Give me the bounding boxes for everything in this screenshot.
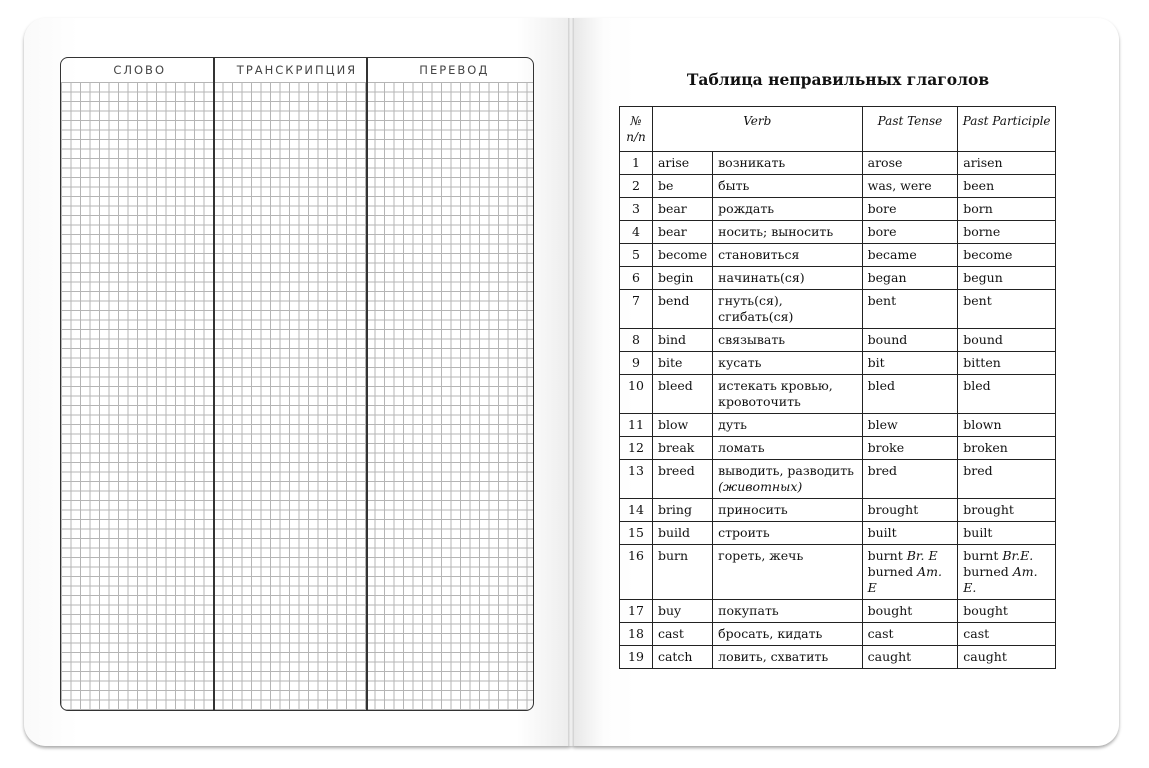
- past-tense: [862, 198, 958, 221]
- book-spine: [568, 18, 574, 746]
- verb-infinitive: [652, 329, 712, 352]
- past-tense: [862, 329, 958, 352]
- verb-translation: [713, 152, 862, 175]
- past-participle: [958, 198, 1056, 221]
- past-participle: [958, 290, 1056, 329]
- past-tense: [862, 290, 958, 329]
- row-number-text: 9: [632, 355, 640, 370]
- past-participle-text: cast: [963, 626, 990, 641]
- past-participle-text: become: [963, 247, 1013, 262]
- past-tense-text: became: [867, 247, 917, 262]
- verb-infinitive: [652, 221, 712, 244]
- verb-infinitive-text: burn: [657, 548, 689, 563]
- verb-translation-text: дуть: [718, 417, 747, 432]
- row-number-text: 1: [632, 155, 640, 170]
- verb-infinitive: [652, 414, 712, 437]
- table-body: [620, 152, 1056, 669]
- verb-infinitive: [652, 175, 712, 198]
- table-row: [620, 175, 1056, 198]
- verb-translation: [713, 646, 862, 669]
- dialect-tag: Br. E: [906, 548, 938, 563]
- table-row: [620, 499, 1056, 522]
- past-tense-text: arose: [867, 155, 903, 170]
- verb-infinitive: [652, 290, 712, 329]
- past-participle-text: borne: [963, 224, 1001, 239]
- verb-infinitive-text: cast: [657, 626, 684, 641]
- table-header-row: [620, 107, 1056, 152]
- verb-translation-text: выводить, разводить: [718, 463, 854, 478]
- row-number-text: 7: [632, 293, 640, 308]
- row-number-text: 11: [628, 417, 644, 432]
- past-tense-text: broke: [867, 440, 905, 455]
- row-number: [620, 352, 653, 375]
- verb-translation-text: начинать(ся): [718, 270, 805, 285]
- verb-infinitive-text: break: [657, 440, 695, 455]
- row-number-text: 15: [628, 525, 644, 540]
- verb-infinitive-text: bring: [657, 502, 692, 517]
- table-row: [620, 244, 1056, 267]
- verb-infinitive: [652, 244, 712, 267]
- row-number-text: 5: [632, 247, 640, 262]
- past-participle-text: bent: [963, 293, 992, 308]
- verb-translation: [713, 221, 862, 244]
- variant-text: burnt: [963, 548, 999, 563]
- row-number-text: 8: [632, 332, 640, 347]
- past-participle-text: bound: [963, 332, 1003, 347]
- verb-translation: [713, 375, 862, 414]
- row-number: [620, 522, 653, 545]
- verb-infinitive: [652, 375, 712, 414]
- verb-translation: [713, 623, 862, 646]
- row-number-text: 12: [628, 440, 644, 455]
- verb-translation-text: гореть, жечь: [718, 548, 804, 563]
- header-past-tense: Past Tense: [862, 107, 958, 152]
- column-translation: ПЕРЕВОД: [419, 63, 490, 77]
- verb-translation-text: гнуть(ся), сгибать(ся): [718, 293, 794, 324]
- header-past-participle: Past Participle: [958, 107, 1056, 152]
- dialect-tag: Am. E.: [963, 564, 1038, 595]
- past-tense: [862, 221, 958, 244]
- past-participle: [958, 352, 1056, 375]
- past-tense-text: caught: [867, 649, 912, 664]
- table-row: [620, 198, 1056, 221]
- verb-infinitive-text: be: [657, 178, 674, 193]
- past-participle-text: caught: [963, 649, 1007, 664]
- table-row: [620, 267, 1056, 290]
- variant-text: burned: [963, 564, 1009, 579]
- past-tense-text: built: [867, 525, 897, 540]
- verb-translation-text: связывать: [718, 332, 786, 347]
- past-participle: [958, 499, 1056, 522]
- past-participle-text: bought: [963, 603, 1008, 618]
- row-number: [620, 198, 653, 221]
- past-tense: [862, 623, 958, 646]
- table-row: [620, 545, 1056, 600]
- row-number: [620, 460, 653, 499]
- past-participle: [958, 375, 1056, 414]
- table-row: [620, 152, 1056, 175]
- verb-translation: [713, 460, 862, 499]
- past-participle-text: blown: [963, 417, 1002, 432]
- vocabulary-grid: [60, 57, 534, 711]
- row-number-text: 10: [628, 378, 644, 393]
- verb-translation-text: кусать: [718, 355, 762, 370]
- verb-translation-text: ловить, схватить: [718, 649, 829, 664]
- past-tense-text: bore: [867, 224, 897, 239]
- verb-translation: [713, 352, 862, 375]
- verb-infinitive-text: arise: [657, 155, 690, 170]
- column-transcription: ТРАНСКРИПЦИЯ: [236, 63, 358, 77]
- past-participle-text: bitten: [963, 355, 1001, 370]
- past-tense: [862, 499, 958, 522]
- vocabulary-header: [61, 58, 533, 83]
- past-participle-text: brought: [963, 502, 1014, 517]
- row-number-text: 18: [628, 626, 644, 641]
- past-tense-text: bound: [867, 332, 908, 347]
- past-tense: [862, 460, 958, 499]
- past-tense-text: bought: [867, 603, 913, 618]
- row-number-text: 19: [628, 649, 644, 664]
- verb-infinitive: [652, 522, 712, 545]
- past-tense-text: bore: [867, 201, 897, 216]
- past-participle: [958, 522, 1056, 545]
- verb-translation: [713, 175, 862, 198]
- row-number: [620, 221, 653, 244]
- past-participle-text: been: [963, 178, 995, 193]
- past-participle: [958, 244, 1056, 267]
- verb-translation: [713, 267, 862, 290]
- column-word: СЛОВО: [113, 63, 166, 77]
- verb-infinitive-text: build: [657, 525, 691, 540]
- verb-translation-text: строить: [718, 525, 770, 540]
- verb-translation: [713, 414, 862, 437]
- variant-text: burnt: [867, 548, 903, 563]
- past-tense: [862, 244, 958, 267]
- verb-infinitive-text: become: [657, 247, 708, 262]
- past-participle: [958, 623, 1056, 646]
- verb-translation-text: становиться: [718, 247, 800, 262]
- verb-translation: [713, 437, 862, 460]
- table-row: [620, 460, 1056, 499]
- past-tense: [862, 267, 958, 290]
- row-number: [620, 152, 653, 175]
- verb-infinitive: [652, 152, 712, 175]
- row-number-text: 3: [632, 201, 640, 216]
- verb-infinitive-text: bear: [657, 201, 687, 216]
- verb-infinitive: [652, 600, 712, 623]
- row-number: [620, 600, 653, 623]
- row-number-text: 6: [632, 270, 640, 285]
- verb-translation-text: рождать: [718, 201, 775, 216]
- table-row: [620, 522, 1056, 545]
- row-number: [620, 414, 653, 437]
- table-row: [620, 414, 1056, 437]
- past-participle-text: broken: [963, 440, 1008, 455]
- verb-infinitive: [652, 646, 712, 669]
- past-participle-text: begun: [963, 270, 1003, 285]
- past-tense: [862, 152, 958, 175]
- past-participle-text: bled: [963, 378, 991, 393]
- verb-translation-text: носить; выносить: [718, 224, 834, 239]
- row-number-text: 2: [632, 178, 640, 193]
- verb-translation-text: истекать кровью, кровоточить: [718, 378, 833, 409]
- row-number-text: 14: [628, 502, 644, 517]
- row-number: [620, 623, 653, 646]
- verb-translation: [713, 499, 862, 522]
- table-row: [620, 623, 1056, 646]
- past-tense-text: bit: [867, 355, 885, 370]
- past-tense-text: bled: [867, 378, 896, 393]
- past-tense: [862, 175, 958, 198]
- past-participle: [958, 646, 1056, 669]
- past-participle: [958, 414, 1056, 437]
- past-participle: [958, 267, 1056, 290]
- verb-infinitive-text: bind: [657, 332, 687, 347]
- past-tense: [862, 545, 958, 600]
- past-participle-text: bred: [963, 463, 993, 478]
- translation-note: (животных): [718, 479, 803, 494]
- verb-infinitive-text: catch: [657, 649, 693, 664]
- verb-translation-text: покупать: [718, 603, 779, 618]
- past-tense-text: brought: [867, 502, 919, 517]
- verb-infinitive: [652, 198, 712, 221]
- past-participle: [958, 175, 1056, 198]
- verb-infinitive: [652, 267, 712, 290]
- table-row: [620, 221, 1056, 244]
- row-number: [620, 175, 653, 198]
- table-row: [620, 290, 1056, 329]
- past-participle: [958, 221, 1056, 244]
- past-participle: [958, 152, 1056, 175]
- table-row: [620, 437, 1056, 460]
- row-number: [620, 646, 653, 669]
- past-tense-text: was, were: [867, 178, 932, 193]
- verb-infinitive-text: breed: [657, 463, 695, 478]
- verb-infinitive-text: buy: [657, 603, 682, 618]
- verb-translation: [713, 198, 862, 221]
- table-row: [620, 375, 1056, 414]
- verb-infinitive: [652, 545, 712, 600]
- past-participle: [958, 545, 1056, 600]
- row-number: [620, 329, 653, 352]
- irregular-verbs-table: [619, 106, 1056, 669]
- row-number-text: 13: [628, 463, 644, 478]
- row-number-text: 17: [628, 603, 644, 618]
- past-participle-text: born: [963, 201, 993, 216]
- verb-translation: [713, 244, 862, 267]
- verb-infinitive: [652, 352, 712, 375]
- dialect-tag: Am. E: [867, 564, 942, 595]
- verb-translation: [713, 545, 862, 600]
- row-number: [620, 267, 653, 290]
- row-number: [620, 375, 653, 414]
- header-number: № n/n: [620, 107, 653, 152]
- past-tense: [862, 437, 958, 460]
- verb-translation-text: быть: [718, 178, 750, 193]
- verb-infinitive: [652, 437, 712, 460]
- past-participle-text: arisen: [963, 155, 1003, 170]
- verb-infinitive-text: bear: [657, 224, 687, 239]
- past-participle: [958, 437, 1056, 460]
- past-tense-text: bred: [867, 463, 898, 478]
- verb-translation-text: возникать: [718, 155, 786, 170]
- table-row: [620, 352, 1056, 375]
- past-participle: [958, 600, 1056, 623]
- row-number: [620, 499, 653, 522]
- verb-translation: [713, 290, 862, 329]
- verb-infinitive: [652, 460, 712, 499]
- row-number-text: 16: [628, 548, 644, 563]
- past-tense-text: began: [867, 270, 907, 285]
- verb-translation-text: ломать: [718, 440, 765, 455]
- past-tense: [862, 375, 958, 414]
- row-number: [620, 545, 653, 600]
- variant-text: burned: [867, 564, 914, 579]
- verb-infinitive-text: bite: [657, 355, 683, 370]
- verb-translation-text: бросать, кидать: [718, 626, 823, 641]
- column-divider: [213, 58, 215, 710]
- past-tense-text: cast: [867, 626, 894, 641]
- verb-infinitive-text: bend: [657, 293, 690, 308]
- past-participle: [958, 329, 1056, 352]
- header-verb: Verb: [652, 107, 862, 152]
- past-tense-text: bent: [867, 293, 897, 308]
- past-tense: [862, 522, 958, 545]
- page-title: Таблица неправильных глаголов: [686, 70, 990, 89]
- verb-infinitive-text: begin: [657, 270, 694, 285]
- table-row: [620, 329, 1056, 352]
- row-number: [620, 290, 653, 329]
- verb-translation-text: приносить: [718, 502, 788, 517]
- verb-translation: [713, 329, 862, 352]
- past-tense: [862, 600, 958, 623]
- verb-infinitive-text: bleed: [657, 378, 693, 393]
- dialect-tag: Br.E.: [1002, 548, 1034, 563]
- past-tense: [862, 352, 958, 375]
- column-divider: [366, 58, 368, 710]
- row-number: [620, 437, 653, 460]
- row-number: [620, 244, 653, 267]
- verb-infinitive: [652, 499, 712, 522]
- table-row: [620, 646, 1056, 669]
- past-tense-text: blew: [867, 417, 898, 432]
- verb-translation: [713, 522, 862, 545]
- row-number-text: 4: [632, 224, 640, 239]
- table-row: [620, 600, 1056, 623]
- verb-infinitive-text: blow: [657, 417, 689, 432]
- past-tense: [862, 414, 958, 437]
- verb-infinitive: [652, 623, 712, 646]
- graph-paper-grid: [61, 82, 533, 710]
- verb-translation: [713, 600, 862, 623]
- past-participle: [958, 460, 1056, 499]
- past-tense: [862, 646, 958, 669]
- past-participle-text: built: [963, 525, 993, 540]
